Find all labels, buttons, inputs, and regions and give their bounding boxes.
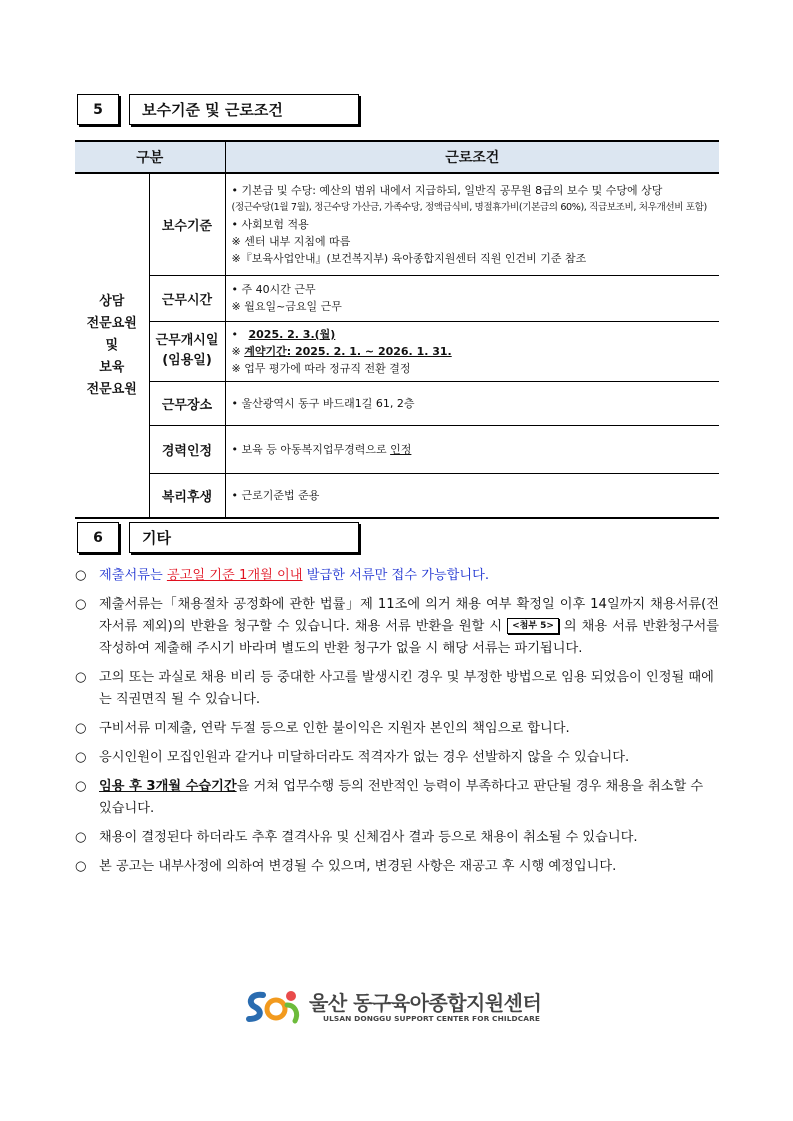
content-line xyxy=(232,343,714,360)
group-line: 보육 xyxy=(99,359,125,375)
section-number: 6 xyxy=(77,522,119,553)
row-label: 근무장소 xyxy=(149,381,225,425)
logo-name-en: ULSAN DONGGU SUPPORT CENTER FOR CHILDCARE xyxy=(323,1014,541,1023)
position-group xyxy=(75,173,149,518)
circle-marker: ○ xyxy=(75,597,87,612)
section-number: 5 xyxy=(77,94,119,125)
note-item xyxy=(75,856,719,878)
start-date: 2025. 2. 3.(월) xyxy=(248,327,336,341)
row-content xyxy=(225,321,719,381)
content-line: ※ 월요일~금요일 근무 xyxy=(231,300,342,313)
header-category: 구분 xyxy=(75,141,225,173)
circle-marker: ○ xyxy=(75,859,87,874)
table-row xyxy=(75,275,719,321)
row-label xyxy=(149,321,225,381)
note-item xyxy=(75,747,719,769)
circle-marker: ○ xyxy=(75,779,87,794)
note-text: 응시인원이 모집인원과 같거나 미달하더라도 적격자가 없는 경우 선발하지 않을 수 있습니다. xyxy=(99,750,630,765)
row-content xyxy=(225,173,719,275)
note-emphasis: 공고일 기준 1개월 이내 xyxy=(166,568,303,583)
group-line: 상담 xyxy=(99,293,125,309)
logo-mark-icon xyxy=(243,987,305,1027)
contract-period: 계약기간: 2025. 2. 1. ~ 2026. 1. 31. xyxy=(244,344,452,358)
section-title: 보수기준 및 근로조건 xyxy=(129,94,359,125)
row-label: 보수기준 xyxy=(149,173,225,275)
working-conditions-table xyxy=(75,140,719,519)
group-line: 및 xyxy=(105,337,119,353)
label-line: 근무개시일 xyxy=(155,333,219,348)
attachment-tag: <첨부 5> xyxy=(507,618,559,634)
table-row xyxy=(75,425,719,473)
row-content: • 울산광역시 동구 바드래1길 61, 2층 xyxy=(225,381,719,425)
table-row xyxy=(75,321,719,381)
circle-marker: ○ xyxy=(75,670,87,685)
note-item xyxy=(75,827,719,849)
content-line: (정근수당(1월 7월), 정근수당 가산금, 가족수당, 정액급식비, 명절휴가비(기본급의 60%), 직급보조비, 처우개선비 포함) xyxy=(231,201,707,213)
circle-marker: ○ xyxy=(75,721,87,736)
note-item xyxy=(75,565,719,587)
bullet: • xyxy=(231,327,238,341)
table-row xyxy=(75,173,719,275)
group-line: 전문요원 xyxy=(86,315,137,331)
note-item xyxy=(75,667,719,711)
note-item xyxy=(75,718,719,740)
content-line: ※『보육사업안내』(보건복지부) 육아종합지원센터 직원 인건비 기준 참조 xyxy=(231,251,587,265)
note-text: 을 거쳐 업무수행 등의 전반적인 능력이 부족하다고 판단될 경우 채용을 취소할 수 있습니다. xyxy=(99,779,704,816)
section-title: 기타 xyxy=(129,522,359,553)
center-logo xyxy=(243,985,563,1030)
note-text: 본 공고는 내부사정에 의하여 변경될 수 있으며, 변경된 사항은 재공고 후 시행 예정입니다. xyxy=(99,859,617,874)
row-label: 근무시간 xyxy=(149,275,225,321)
row-content xyxy=(225,425,719,473)
content-line: • 기본급 및 수당: 예산의 범위 내에서 지급하되, 일반직 공무원 8급의 보수 및 수당에 상당 xyxy=(231,183,663,197)
table-row xyxy=(75,381,719,425)
row-label: 경력인정 xyxy=(149,425,225,473)
note-emphasis: 임용 후 3개월 수습기간 xyxy=(99,779,237,794)
note-text: 채용이 결정된다 하더라도 추후 결격사유 및 신체검사 결과 등으로 채용이 취소될 수 있습니다. xyxy=(99,830,638,845)
group-line: 전문요원 xyxy=(86,381,137,397)
circle-marker: ○ xyxy=(75,568,87,583)
content-line: ※ 업무 평가에 따라 정규직 전환 결정 xyxy=(231,361,411,375)
content-line: • 주 40시간 근무 xyxy=(231,283,316,296)
logo-name-ko: 울산 동구육아종합지원센터 xyxy=(309,991,542,1015)
note-mark: ※ xyxy=(231,344,241,358)
circle-marker: ○ xyxy=(75,750,87,765)
table-row xyxy=(75,473,719,518)
content-text: • 보육 등 아동복지업무경력으로 xyxy=(231,442,391,456)
row-content xyxy=(225,275,719,321)
note-text: 구비서류 미제출, 연락 두절 등으로 인한 불이익은 지원자 본인의 책임으로 합니다. xyxy=(99,721,570,736)
note-text: 제출서류는 xyxy=(99,568,167,583)
content-line xyxy=(232,326,714,343)
note-text: 의 채용 서류 반환청구서를 작성하여 제출해 주시기 바라며 별도의 반환 청구가 없을 시 해당 서류는 파기됩니다. xyxy=(99,619,720,656)
header-conditions: 근로조건 xyxy=(225,141,719,173)
content-line: • 사회보험 적용 xyxy=(231,217,309,231)
label-line: (임용일) xyxy=(162,353,212,368)
note-text: 발급한 서류만 접수 가능합니다. xyxy=(302,568,490,583)
row-content: • 근로기준법 준용 xyxy=(225,473,719,518)
note-item xyxy=(75,776,719,820)
circle-marker: ○ xyxy=(75,830,87,845)
note-item xyxy=(75,594,719,660)
note-text: 고의 또는 과실로 채용 비리 등 중대한 사고를 발생시킨 경우 및 부정한 방법으로 임용 되었음이 인정될 때에는 직권면직 될 수 있습니다. xyxy=(99,670,714,707)
notes-list xyxy=(75,565,719,885)
row-label: 복리후생 xyxy=(149,473,225,518)
table-header-row xyxy=(75,141,719,173)
note-text: 제출서류는「채용절차 공정화에 관한 법률」제 11조에 의거 채용 여부 확정일 이후 14일까지 채용서류(전자서류 제외)의 반환을 청구할 수 있습니다. 채용 서류 반환을 원할 시 xyxy=(99,597,719,634)
content-underlined: 인정 xyxy=(390,442,412,456)
content-line: ※ 센터 내부 지침에 따름 xyxy=(231,234,351,248)
